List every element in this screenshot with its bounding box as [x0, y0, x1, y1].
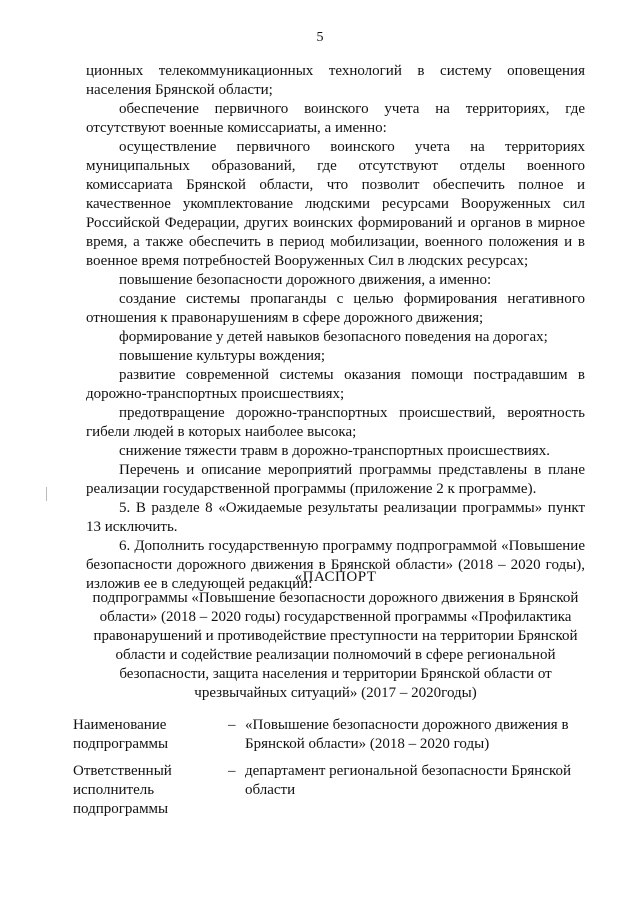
passport-row-dash: –	[228, 717, 236, 733]
paragraph: обеспечение первичного воинского учета на территориях, где отсутствуют военные комиссариаты, а именно:	[86, 101, 585, 136]
paragraph: 6. Дополнить государственную программу подпрограммой «Повышение безопасности дорожного движения в Брянской области» (2018 – 2020 годы), изложив ее в следующей редакции:	[86, 538, 585, 592]
paragraph: развитие современной системы оказания помощи пострадавшим в дорожно-транспортных происшествиях;	[86, 367, 585, 402]
margin-mark	[46, 487, 47, 501]
passport-title: «ПАСПОРТ	[294, 569, 377, 585]
paragraph: Перечень и описание мероприятий программы представлены в плане реализации государственной программы (приложение 2 к программе).	[86, 462, 585, 497]
paragraph: снижение тяжести травм в дорожно-транспортных происшествиях.	[119, 443, 550, 459]
passport-row-value: департамент региональной безопасности Брянской области	[245, 763, 572, 798]
paragraph: 5. В разделе 8 «Ожидаемые результаты реализации программы» пункт 13 исключить.	[86, 500, 585, 535]
passport-row-value: «Повышение безопасности дорожного движения в Брянской области» (2018 – 2020 годы)	[245, 717, 569, 752]
passport-row-dash: –	[228, 763, 236, 779]
passport-row-label: Наименование подпрограммы	[73, 717, 169, 752]
paragraph: создание системы пропаганды с целью формирования негативного отношения к правонарушениям в сфере дорожного движения;	[86, 291, 585, 326]
paragraph: формирование у детей навыков безопасного поведения на дорогах;	[119, 329, 548, 345]
passport-row-executor	[73, 762, 585, 822]
body-text	[86, 62, 585, 594]
paragraph: повышение безопасности дорожного движения, а именно:	[119, 272, 492, 288]
paragraph: предотвращение дорожно-транспортных происшествий, вероятность гибели людей в которых наиболее высока;	[86, 405, 585, 440]
passport-subtitle: подпрограммы «Повышение безопасности дорожного движения в Брянской области» (2018 – 2020 годы) государственной программы «Профилактика правонарушений и противодействие преступности на территории Брянской области и содействие реализации полномочий в сфере региональной безопасности, защита населения и территории Брянской области от чрезвычайных ситуаций» (2017 – 2020годы)	[92, 590, 579, 701]
page-number: 5	[316, 30, 324, 45]
passport-row-name	[73, 716, 585, 756]
paragraph: ционных телекоммуникационных технологий в систему оповещения населения Брянской области;	[86, 63, 585, 98]
paragraph: повышение культуры вождения;	[119, 348, 326, 364]
paragraph: осуществление первичного воинского учета на территориях муниципальных образований, где отсутствуют отделы военного комиссариата Брянской области, что позволит обеспечить полное и качественное укомплектование людскими ресурсами Вооруженных сил Российской Федерации, других воинских формирований и органов в мирное время, а также обеспечить в период мобилизации, военного положения и в военное время потребностей Вооруженных Сил в людских ресурсах;	[86, 139, 585, 269]
passport-row-label: Ответственный исполнитель подпрограммы	[73, 763, 172, 817]
